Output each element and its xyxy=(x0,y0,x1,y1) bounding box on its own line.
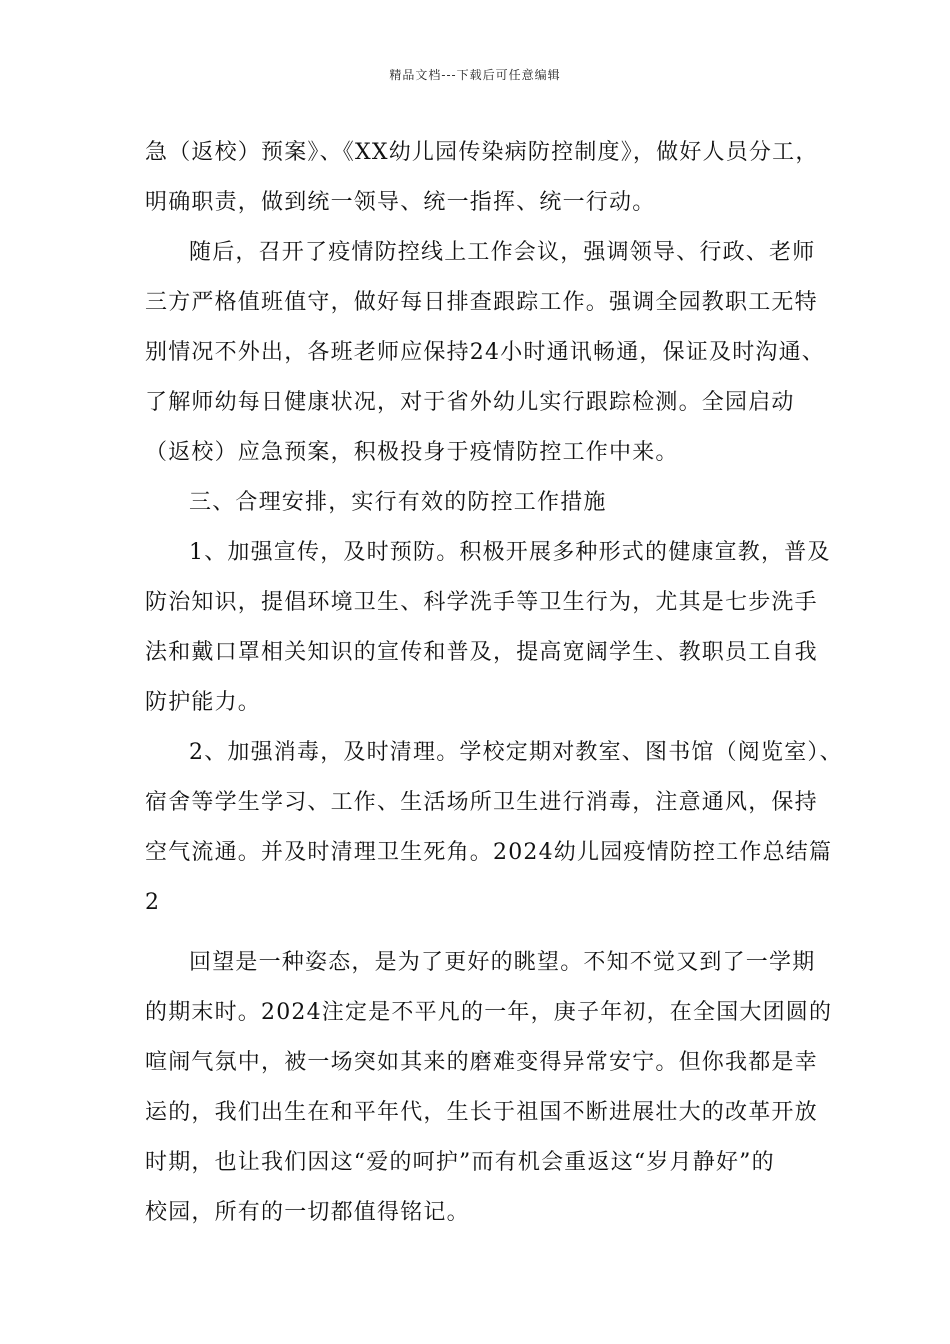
text-line: 防治知识，提倡环境卫生、科学洗手等卫生行为，尤其是七步洗手 xyxy=(145,590,818,615)
section-heading: 三、合理安排，实行有效的防控工作措施 xyxy=(189,490,607,515)
text-line: 三方严格值班值守，做好每日排查跟踪工作。强调全园教职工无特 xyxy=(145,290,818,315)
text-line: 运的，我们出生在和平年代，生长于祖国不断进展壮大的改革开放 xyxy=(145,1100,818,1125)
document-body xyxy=(145,128,843,1238)
paragraph-start: 2、加强消毒，及时清理。学校定期对教室、图书馆（阅览室）、 xyxy=(189,740,843,765)
text-line: 喧闹气氛中，被一场突如其来的磨难变得异常安宁。但你我都是幸 xyxy=(145,1050,818,1075)
text-line: 急（返校）预案》、《XX幼儿园传染病防控制度》，做好人员分工， xyxy=(145,140,819,165)
text-line: 宿舍等学生学习、工作、生活场所卫生进行消毒，注意通风，保持 xyxy=(145,790,818,815)
text-line: 时期，也让我们因这“爱的呵护”而有机会重返这“岁月静好”的 xyxy=(145,1150,775,1175)
text-line: 别情况不外出，各班老师应保持24小时通讯畅通，保证及时沟通、 xyxy=(145,340,825,365)
text-line: 空气流通。并及时清理卫生死角。2024幼儿园疫情防控工作总结篇 xyxy=(145,840,833,865)
text-line: 防护能力。 xyxy=(145,690,262,715)
paragraph-gap xyxy=(145,928,825,938)
paragraph-start: 随后，召开了疫情防控线上工作会议，强调领导、行政、老师 xyxy=(189,240,816,265)
text-line: 2 xyxy=(145,890,161,915)
text-line: 法和戴口罩相关知识的宣传和普及，提高宽阔学生、教职员工自我 xyxy=(145,640,818,665)
page-header: 精品文档---下载后可任意编辑 xyxy=(389,68,561,82)
text-line: 校园，所有的一切都值得铭记。 xyxy=(145,1200,470,1225)
text-line: 的期末时。2024注定是不平凡的一年，庚子年初，在全国大团圆的 xyxy=(145,1000,833,1025)
paragraph-start: 回望是一种姿态，是为了更好的眺望。不知不觉又到了一学期 xyxy=(189,950,816,975)
text-line: 了解师幼每日健康状况，对于省外幼儿实行跟踪检测。全园启动 xyxy=(145,390,795,415)
text-line: （返校）应急预案，积极投身于疫情防控工作中来。 xyxy=(145,440,679,465)
text-line: 明确职责，做到统一领导、统一指挥、统一行动。 xyxy=(145,190,656,215)
paragraph-start: 1、加强宣传，及时预防。积极开展多种形式的健康宣教，普及 xyxy=(189,540,831,565)
